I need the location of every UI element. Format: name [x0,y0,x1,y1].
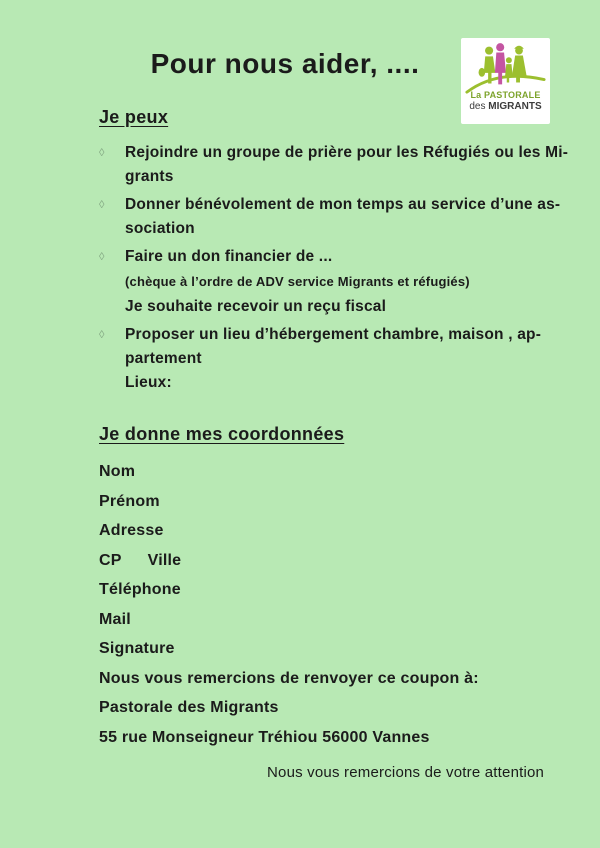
diamond-bullet-icon: ◊ [99,199,105,211]
bullet-text: Faire un don financier de ... [125,248,333,265]
logo-line-migrants: des MIGRANTS [469,101,542,112]
list-item [99,141,569,189]
bullet-text: partement [125,350,202,367]
return-address-name: Pastorale des Migrants [99,699,279,716]
field-label-adresse: Adresse [99,522,164,539]
field-label-cp: CP [99,551,122,569]
bullet-text: sociation [125,220,195,237]
lieux-label: Lieux: [125,374,172,391]
bullet-text: Donner bénévolement de mon temps au service d’une as- [125,196,561,213]
return-address-street: 55 rue Monseigneur Tréhiou 56000 Vannes [99,728,430,746]
cheque-note-text: (chèque à l’ordre de ADV service Migrants et réfugiés) [125,274,470,289]
field-label-signature: Signature [99,640,175,657]
section-coordonnees [99,423,554,752]
recu-fiscal-text: Je souhaite recevoir un reçu fiscal [125,298,387,315]
field-label-prenom: Prénom [99,492,160,510]
field-label-ville: Ville [147,551,182,569]
diamond-bullet-icon: ◊ [99,251,105,263]
bullet-text: Rejoindre un groupe de prière pour les Réfugiés ou les Mi- [125,144,569,161]
bullet-text: grants [125,168,174,185]
diamond-bullet-icon: ◊ [99,147,105,159]
return-instruction: Nous vous remercions de renvoyer ce coupon à: [99,669,479,687]
diamond-bullet-icon: ◊ [99,329,105,341]
field-label-cp-ville [99,546,554,576]
bullet-text: Proposer un lieu d’hébergement chambre, maison , ap- [125,326,542,343]
coordonnees-heading: Je donne mes coordonnées [99,424,345,444]
closing-thanks-text: Nous vous remercions de votre attention [267,764,545,781]
list-item [99,323,554,395]
logo-line-pastorale: La PASTORALE [470,90,541,100]
field-label-telephone: Téléphone [99,581,181,598]
list-item [99,245,554,319]
field-label-nom: Nom [99,463,136,480]
section-je-peux [99,106,569,399]
migrants-family-icon [463,40,548,96]
page-title: Pour nous aider, .... [150,48,420,79]
field-label-mail: Mail [99,610,131,628]
list-item [99,193,561,241]
je-peux-heading: Je peux [99,107,169,127]
